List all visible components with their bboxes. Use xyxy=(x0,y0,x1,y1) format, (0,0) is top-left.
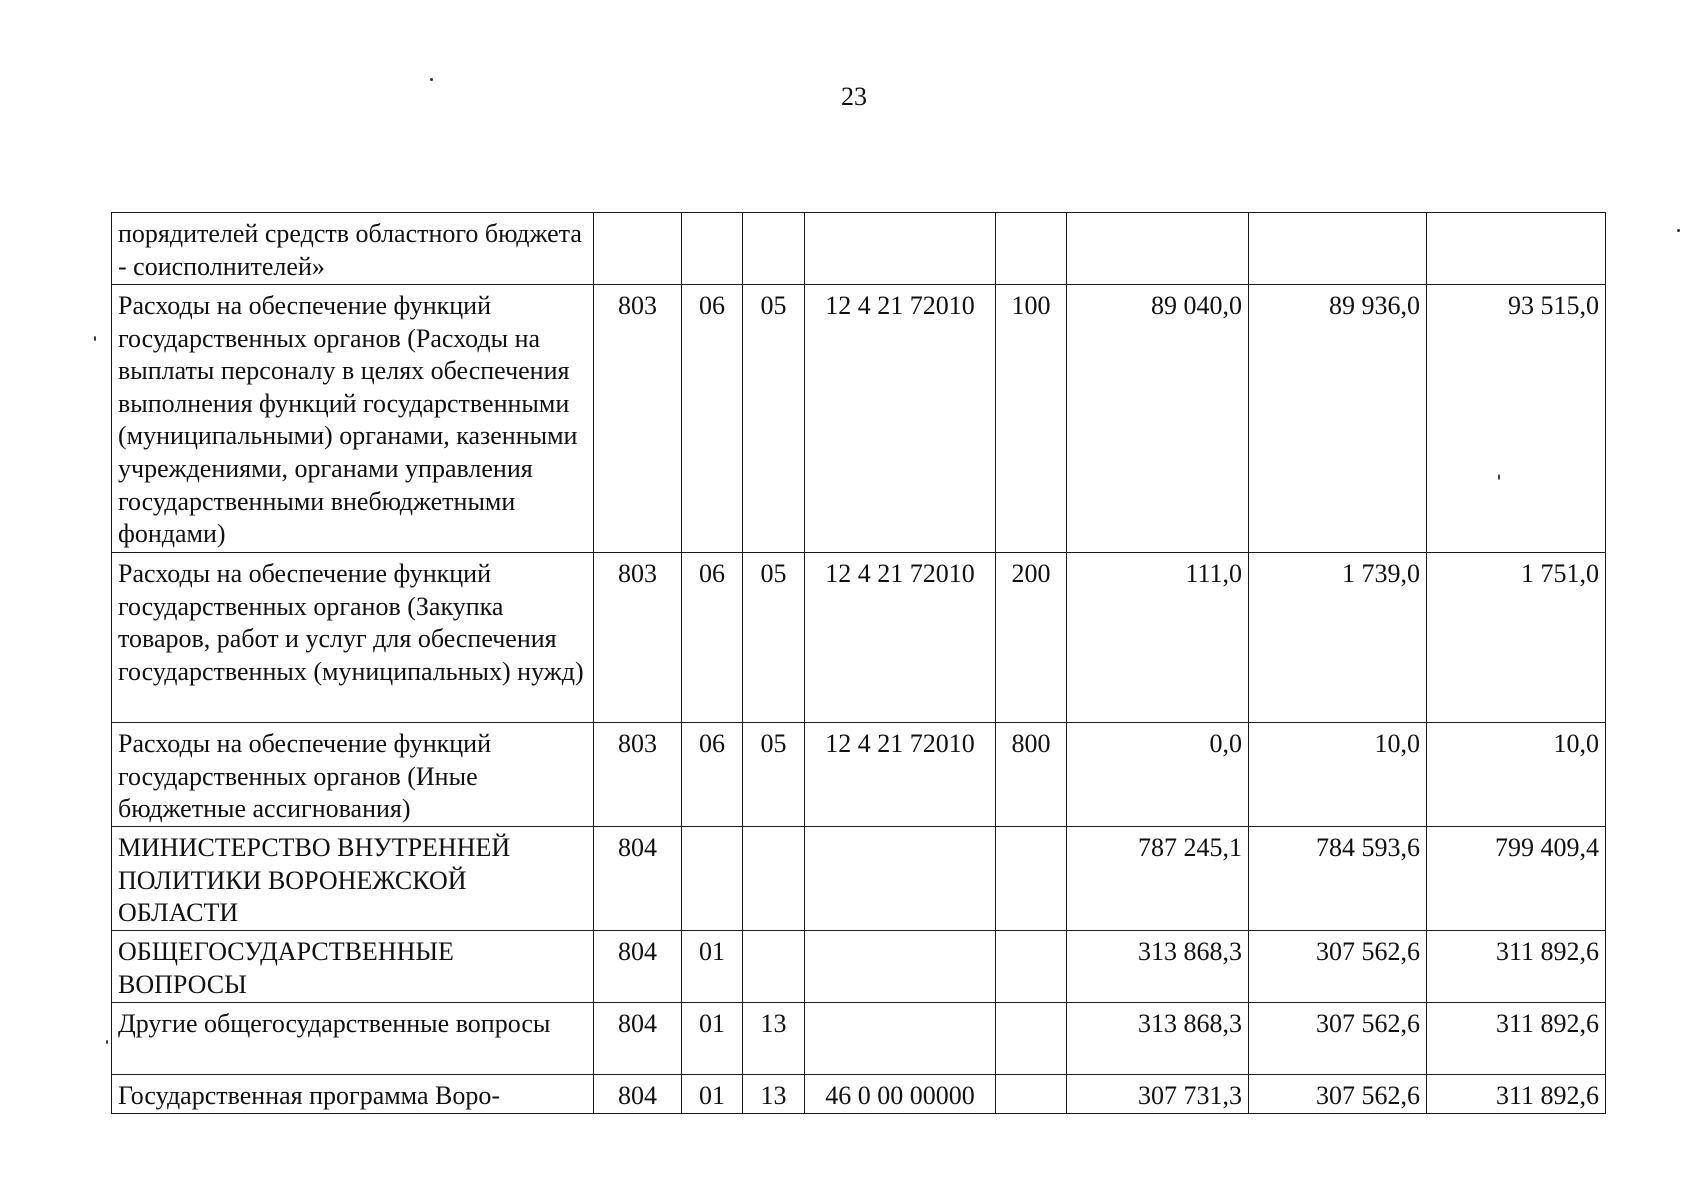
table-row xyxy=(112,285,1606,553)
expense-type-cell: 800 xyxy=(996,723,1067,827)
budget-table xyxy=(111,212,1606,1114)
budget-table-body xyxy=(112,213,1606,1114)
expense-type-cell xyxy=(996,827,1067,931)
section-code-cell: 06 xyxy=(682,285,743,553)
subsection-code-cell: 05 xyxy=(743,553,805,723)
scan-speck xyxy=(94,336,96,341)
table-row xyxy=(112,931,1606,1003)
subsection-code-cell: 05 xyxy=(743,285,805,553)
amount-year2-cell: 307 562,6 xyxy=(1249,1003,1427,1075)
amount-year3-cell: 311 892,6 xyxy=(1427,931,1606,1003)
amount-year3-cell: 799 409,4 xyxy=(1427,827,1606,931)
section-code-cell: 01 xyxy=(682,1075,743,1114)
target-article-cell: 12 4 21 72010 xyxy=(805,285,996,553)
ministry-code-cell: 803 xyxy=(594,285,682,553)
amount-year1-cell: 787 245,1 xyxy=(1067,827,1249,931)
target-article-cell xyxy=(805,931,996,1003)
row-name-cell: Расходы на обеспечение функций государственных органов (Расходы на выплаты персоналу в целях обеспечения выполнения функций государственными (муниципальными) органами, казенными учреждениями, органами управления государственными внебюджетными фондами) xyxy=(112,285,594,553)
row-name-cell: Другие общегосударственные вопросы xyxy=(112,1003,594,1075)
subsection-code-cell xyxy=(743,931,805,1003)
ministry-code-cell: 803 xyxy=(594,553,682,723)
table-row xyxy=(112,827,1606,931)
target-article-cell xyxy=(805,1003,996,1075)
section-code-cell: 06 xyxy=(682,723,743,827)
amount-year3-cell: 93 515,0 xyxy=(1427,285,1606,553)
amount-year1-cell: 313 868,3 xyxy=(1067,931,1249,1003)
ministry-code-cell xyxy=(594,213,682,285)
amount-year2-cell: 784 593,6 xyxy=(1249,827,1427,931)
table-row xyxy=(112,1075,1606,1114)
page-number: 23 xyxy=(841,82,867,111)
subsection-code-cell: 05 xyxy=(743,723,805,827)
scan-speck xyxy=(1677,229,1680,232)
amount-year1-cell: 307 731,3 xyxy=(1067,1075,1249,1114)
target-article-cell xyxy=(805,213,996,285)
row-name-cell: порядителей средств областного бюджета - соисполнителей» xyxy=(112,213,594,285)
ministry-code-cell: 804 xyxy=(594,931,682,1003)
amount-year3-cell: 311 892,6 xyxy=(1427,1075,1606,1114)
expense-type-cell xyxy=(996,1075,1067,1114)
expense-type-cell xyxy=(996,931,1067,1003)
ministry-code-cell: 803 xyxy=(594,723,682,827)
ministry-code-cell: 804 xyxy=(594,827,682,931)
row-name-cell: Расходы на обеспечение функций государственных органов (Иные бюджетные ассигнования) xyxy=(112,723,594,827)
amount-year1-cell xyxy=(1067,213,1249,285)
target-article-cell xyxy=(805,827,996,931)
scan-speck xyxy=(106,1040,108,1044)
amount-year2-cell: 307 562,6 xyxy=(1249,1075,1427,1114)
target-article-cell: 12 4 21 72010 xyxy=(805,553,996,723)
row-name-cell: ОБЩЕГОСУДАРСТВЕННЫЕ ВОПРОСЫ xyxy=(112,931,594,1003)
amount-year3-cell: 10,0 xyxy=(1427,723,1606,827)
expense-type-cell xyxy=(996,1003,1067,1075)
subsection-code-cell xyxy=(743,827,805,931)
expense-type-cell: 100 xyxy=(996,285,1067,553)
amount-year2-cell: 307 562,6 xyxy=(1249,931,1427,1003)
row-name-cell: Государственная программа Воро- xyxy=(112,1075,594,1114)
table-row xyxy=(112,723,1606,827)
ministry-code-cell: 804 xyxy=(594,1003,682,1075)
section-code-cell xyxy=(682,213,743,285)
amount-year2-cell: 10,0 xyxy=(1249,723,1427,827)
table-row xyxy=(112,1003,1606,1075)
amount-year1-cell: 0,0 xyxy=(1067,723,1249,827)
amount-year1-cell: 111,0 xyxy=(1067,553,1249,723)
scan-speck xyxy=(430,78,433,81)
amount-year1-cell: 313 868,3 xyxy=(1067,1003,1249,1075)
section-code-cell: 01 xyxy=(682,1003,743,1075)
amount-year3-cell xyxy=(1427,213,1606,285)
row-name-cell: МИНИСТЕРСТВО ВНУТРЕННЕЙ ПОЛИТИКИ ВОРОНЕЖСКОЙ ОБЛАСТИ xyxy=(112,827,594,931)
section-code-cell xyxy=(682,827,743,931)
expense-type-cell: 200 xyxy=(996,553,1067,723)
row-name-cell: Расходы на обеспечение функций государственных органов (Закупка товаров, работ и услуг для обеспечения государственных (муниципальных) нужд) xyxy=(112,553,594,723)
amount-year1-cell: 89 040,0 xyxy=(1067,285,1249,553)
amount-year3-cell: 311 892,6 xyxy=(1427,1003,1606,1075)
target-article-cell: 46 0 00 00000 xyxy=(805,1075,996,1114)
section-code-cell: 06 xyxy=(682,553,743,723)
amount-year2-cell xyxy=(1249,213,1427,285)
subsection-code-cell xyxy=(743,213,805,285)
section-code-cell: 01 xyxy=(682,931,743,1003)
expense-type-cell xyxy=(996,213,1067,285)
table-row xyxy=(112,553,1606,723)
amount-year3-cell: 1 751,0 xyxy=(1427,553,1606,723)
subsection-code-cell: 13 xyxy=(743,1003,805,1075)
table-row xyxy=(112,213,1606,285)
ministry-code-cell: 804 xyxy=(594,1075,682,1114)
amount-year2-cell: 89 936,0 xyxy=(1249,285,1427,553)
subsection-code-cell: 13 xyxy=(743,1075,805,1114)
amount-year2-cell: 1 739,0 xyxy=(1249,553,1427,723)
target-article-cell: 12 4 21 72010 xyxy=(805,723,996,827)
